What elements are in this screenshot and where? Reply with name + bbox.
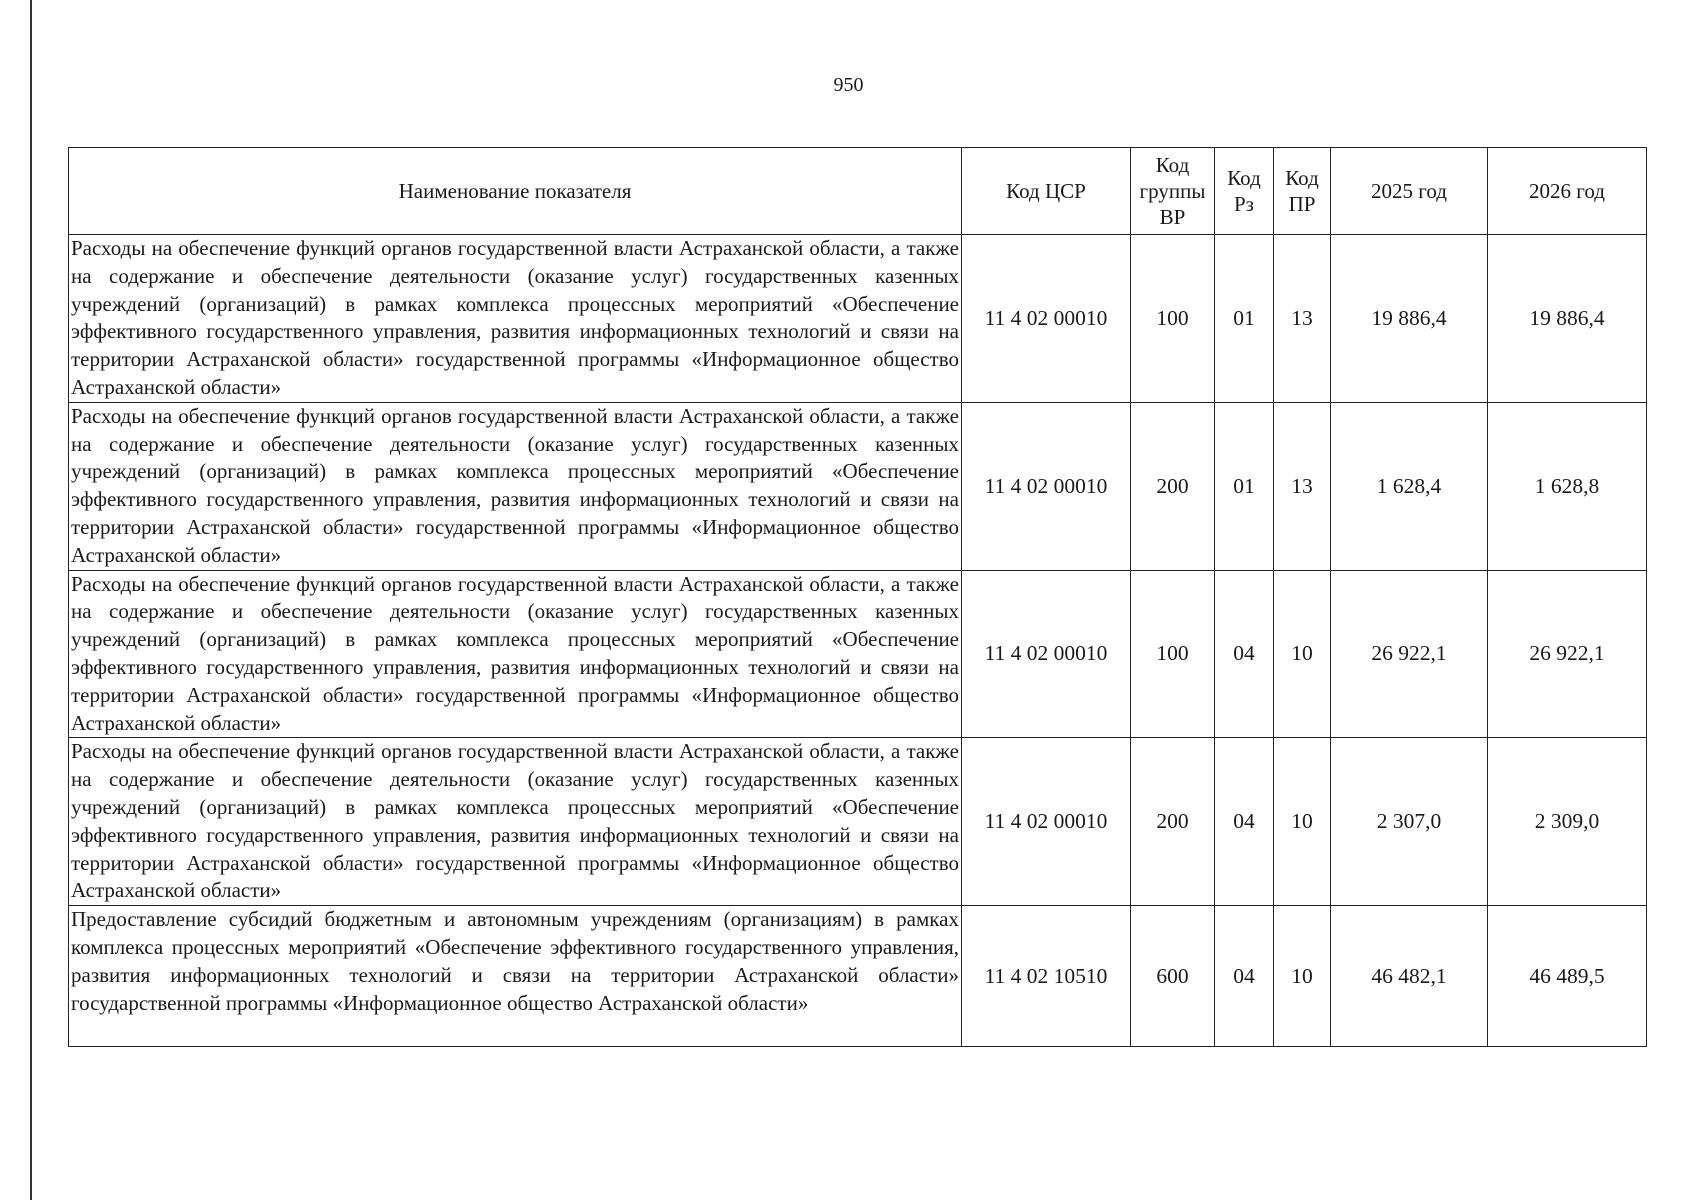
row-csr-code: 11 4 02 00010 (962, 738, 1131, 906)
row-vr-code: 100 (1131, 235, 1215, 403)
row-pr-code: 10 (1274, 738, 1331, 906)
row-name: Расходы на обеспечение функций органов государственной власти Астраханской области, а также на содержание и обеспечение деятельности (оказание услуг) государственных казенных учреждений (организаций) в рамках комплекса процессных мероприятий «Обеспечение эффективного государственного управления, развития информационных технологий и связи на территории Астраханской области» государственной программы «Информационное общество Астраханской области» (69, 235, 962, 403)
table-header-row (69, 148, 1647, 235)
table-row (69, 570, 1647, 738)
row-csr-code: 11 4 02 10510 (962, 906, 1131, 1047)
row-rz-code: 01 (1215, 402, 1274, 570)
header-name: Наименование показателя (69, 148, 962, 235)
row-amount-2026: 1 628,8 (1488, 402, 1647, 570)
table-row (69, 906, 1647, 1047)
header-year-2025: 2025 год (1331, 148, 1488, 235)
row-name: Предоставление субсидий бюджетным и автономным учреждениям (организациям) в рамках комплекса процессных мероприятий «Обеспечение эффективного государственного управления, развития информационных технологий и связи на территории Астраханской области» государственной программы «Информационное общество Астраханской области» (69, 906, 962, 1047)
row-name: Расходы на обеспечение функций органов государственной власти Астраханской области, а также на содержание и обеспечение деятельности (оказание услуг) государственных казенных учреждений (организаций) в рамках комплекса процессных мероприятий «Обеспечение эффективного государственного управления, развития информационных технологий и связи на территории Астраханской области» государственной программы «Информационное общество Астраханской области» (69, 738, 962, 906)
row-amount-2026: 19 886,4 (1488, 235, 1647, 403)
page-binding-line (30, 0, 32, 1200)
header-csr-code: Код ЦСР (962, 148, 1131, 235)
row-amount-2025: 19 886,4 (1331, 235, 1488, 403)
row-vr-code: 600 (1131, 906, 1215, 1047)
row-pr-code: 13 (1274, 402, 1331, 570)
row-rz-code: 04 (1215, 738, 1274, 906)
row-vr-code: 100 (1131, 570, 1215, 738)
page-number: 950 (833, 74, 864, 96)
row-name: Расходы на обеспечение функций органов государственной власти Астраханской области, а также на содержание и обеспечение деятельности (оказание услуг) государственных казенных учреждений (организаций) в рамках комплекса процессных мероприятий «Обеспечение эффективного государственного управления, развития информационных технологий и связи на территории Астраханской области» государственной программы «Информационное общество Астраханской области» (69, 570, 962, 738)
table-row (69, 738, 1647, 906)
header-vr-code: Код группы ВР (1131, 148, 1215, 235)
table-row (69, 235, 1647, 403)
row-rz-code: 04 (1215, 570, 1274, 738)
row-vr-code: 200 (1131, 402, 1215, 570)
row-rz-code: 04 (1215, 906, 1274, 1047)
row-amount-2025: 2 307,0 (1331, 738, 1488, 906)
row-amount-2025: 1 628,4 (1331, 402, 1488, 570)
budget-table (68, 147, 1647, 1047)
row-name: Расходы на обеспечение функций органов государственной власти Астраханской области, а также на содержание и обеспечение деятельности (оказание услуг) государственных казенных учреждений (организаций) в рамках комплекса процессных мероприятий «Обеспечение эффективного государственного управления, развития информационных технологий и связи на территории Астраханской области» государственной программы «Информационное общество Астраханской области» (69, 402, 962, 570)
row-amount-2026: 26 922,1 (1488, 570, 1647, 738)
header-rz-code: Код Рз (1215, 148, 1274, 235)
header-pr-code: Код ПР (1274, 148, 1331, 235)
header-year-2026: 2026 год (1488, 148, 1647, 235)
row-csr-code: 11 4 02 00010 (962, 402, 1131, 570)
row-amount-2026: 2 309,0 (1488, 738, 1647, 906)
table-row (69, 402, 1647, 570)
row-vr-code: 200 (1131, 738, 1215, 906)
row-pr-code: 10 (1274, 906, 1331, 1047)
row-amount-2025: 46 482,1 (1331, 906, 1488, 1047)
row-amount-2026: 46 489,5 (1488, 906, 1647, 1047)
row-pr-code: 10 (1274, 570, 1331, 738)
row-rz-code: 01 (1215, 235, 1274, 403)
row-pr-code: 13 (1274, 235, 1331, 403)
row-csr-code: 11 4 02 00010 (962, 235, 1131, 403)
row-csr-code: 11 4 02 00010 (962, 570, 1131, 738)
row-amount-2025: 26 922,1 (1331, 570, 1488, 738)
